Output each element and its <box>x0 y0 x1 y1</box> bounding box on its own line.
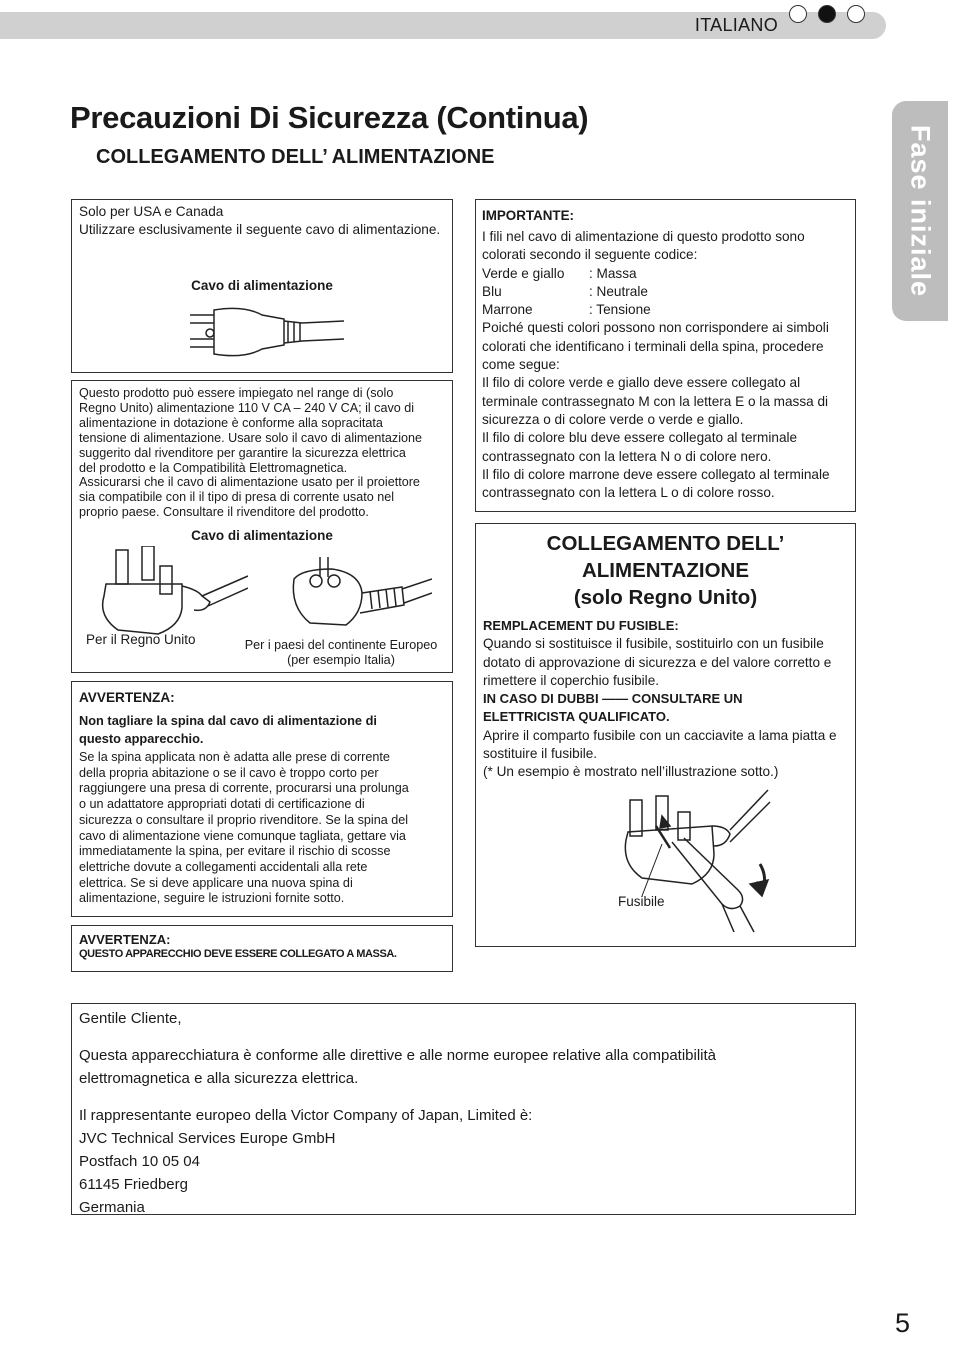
uk-title-line-1: COLLEGAMENTO DELL’ <box>546 532 785 555</box>
uk-power-box <box>475 523 856 947</box>
fuse-replacement-illustration <box>622 786 772 936</box>
usa-cable-caption: Cavo di alimentazione <box>191 278 333 293</box>
warning1-line-4: o un adattatore appropriati dotati di certificazione di <box>79 797 365 812</box>
doubt-line-1: IN CASO DI DUBBI —— CONSULTARE UN <box>483 691 743 707</box>
warning2-heading: AVVERTENZA: <box>79 932 171 947</box>
important-line-9: Il filo di colore marrone deve essere collegato al terminale <box>482 466 830 482</box>
section-title: COLLEGAMENTO DELL’ ALIMENTAZIONE <box>96 146 495 168</box>
usa-canada-box <box>71 199 453 373</box>
language-label: ITALIANO <box>694 15 778 35</box>
header-bar <box>0 12 886 39</box>
eu-plug-illustration <box>282 553 432 633</box>
label-europe <box>232 638 450 668</box>
uk-box-title <box>483 530 848 611</box>
warning1-line-6: cavo di alimentazione viene comunque tagliata, gettare via <box>79 828 406 843</box>
fuse-label: Fusibile <box>618 894 665 909</box>
customer-greeting: Gentile Cliente, <box>79 1010 182 1027</box>
indicator-dot-2-active <box>818 5 836 23</box>
fuse-replace-line-3: rimettere il coperchio fusibile. <box>483 672 660 688</box>
fuse-replace-line-2: dotato di approvazione di sicurezza e del valore corretto e <box>483 654 832 670</box>
important-line-1: Poiché questi colori possono non corrispondere ai simboli <box>482 320 829 336</box>
fuse-replace-line-1: Quando si sostituisce il fusibile, sostituirlo con un fusibile <box>483 636 824 652</box>
warning1-bold-2: questo apparecchio. <box>79 731 204 746</box>
warning2-text: QUESTO APPARECCHIO DEVE ESSERE COLLEGATO A MASSA. <box>79 948 397 960</box>
side-tab <box>892 101 948 321</box>
open-line-1: Aprire il comparto fusibile con un cacciavite a lama piatta e <box>483 727 837 743</box>
range-line-6: del prodotto e la Compatibilità Elettromagnetica. <box>79 460 348 475</box>
range-line-9: proprio paese. Consultare il rivenditore del prodotto. <box>79 505 369 520</box>
customer-para-1: Questa apparecchiatura è conforme alle direttive e alle norme europee relative alla compatibilità <box>79 1047 717 1064</box>
warning1-line-8: elettriche dovute a collegamenti accidentali alla rete <box>79 859 368 874</box>
uk-title-line-3: (solo Regno Unito) <box>573 586 758 609</box>
range-cable-caption: Cavo di alimentazione <box>191 528 333 543</box>
important-line-2: colorati che identificano i terminali della spina, procedere <box>482 338 824 354</box>
warning-box-1 <box>71 681 453 917</box>
voltage-range-box <box>71 380 453 673</box>
range-line-3: alimentazione in dotazione è conforme alla sopracitata <box>79 415 383 430</box>
usa-line-2: Utilizzare esclusivamente il seguente cavo di alimentazione. <box>79 222 441 238</box>
code-row-3 <box>482 301 849 319</box>
warning1-line-1: Se la spina applicata non è adatta alle prese di corrente <box>79 750 390 764</box>
fuse-replace-heading: REMPLACEMENT DU FUSIBLE: <box>483 618 679 633</box>
range-line-7: Assicurarsi che il cavo di alimentazione usato per il proiettore <box>79 475 420 490</box>
address-line-1: JVC Technical Services Europe GmbH <box>79 1130 336 1147</box>
customer-notice-box <box>71 1003 856 1215</box>
important-line-10: contrassegnato con la lettera L o di colore rosso. <box>482 485 775 501</box>
important-intro-2: colorati secondo il seguente codice: <box>482 247 698 263</box>
code-color-1: Verde e giallo <box>482 265 565 281</box>
range-line-8: sia compatibile con il il tipo di presa di corrente usato nel <box>79 490 395 505</box>
code-meaning-3: : Tensione <box>589 302 651 318</box>
important-line-7: Il filo di colore blu deve essere collegato al terminale <box>482 430 798 446</box>
important-line-8: contrassegnato con la lettera N o di colore nero. <box>482 448 772 464</box>
important-intro-1: I fili nel cavo di alimentazione di questo prodotto sono <box>482 229 805 244</box>
code-color-2: Blu <box>482 283 502 299</box>
indicator-dot-3 <box>847 5 865 23</box>
warning-box-2 <box>71 925 453 972</box>
label-uk: Per il Regno Unito <box>86 632 196 647</box>
page-title: Precauzioni Di Sicurezza (Continua) <box>70 100 589 135</box>
warning1-line-10: alimentazione, seguire le istruzioni fornite sotto. <box>79 891 345 906</box>
range-line-1: Questo prodotto può essere impiegato nel range di (solo <box>79 386 394 400</box>
warning1-line-2: della propria abitazione o se il cavo è troppo corto per <box>79 765 379 780</box>
code-row-1 <box>482 265 849 283</box>
warning1-heading: AVVERTENZA: <box>79 690 175 705</box>
code-row-2 <box>482 283 849 301</box>
warning1-line-5: sicurezza o consultare il proprio rivenditore. Se la spina del <box>79 812 409 827</box>
address-line-3: 61145 Friedberg <box>79 1176 188 1193</box>
open-line-2: sostituire il fusibile. <box>483 746 598 762</box>
range-line-5: suggerito dal rivenditore per garantire la sicurezza elettrica <box>79 445 406 460</box>
customer-para-2: elettromagnetica e alla sicurezza elettrica. <box>79 1070 359 1087</box>
important-line-6: sicurezza o di colore verde o verde e giallo. <box>482 411 744 427</box>
important-heading: IMPORTANTE: <box>482 208 574 223</box>
important-line-3: come segue: <box>482 357 560 373</box>
customer-representative: Il rappresentante europeo della Victor Company of Japan, Limited è: <box>79 1107 533 1124</box>
address-line-4: Germania <box>79 1199 145 1216</box>
code-meaning-1: : Massa <box>589 265 637 281</box>
uk-plug-illustration <box>98 546 248 636</box>
us-plug-illustration <box>184 305 344 361</box>
address-line-2: Postfach 10 05 04 <box>79 1153 200 1170</box>
warning1-bold-1: Non tagliare la spina dal cavo di alimentazione di <box>79 713 377 728</box>
warning1-line-9: elettrica. Se si deve applicare una nuova spina di <box>79 875 353 890</box>
usa-line-1: Solo per USA e Canada <box>79 204 224 219</box>
code-meaning-2: : Neutrale <box>589 283 648 299</box>
doubt-line-2: ELETTRICISTA QUALIFICATO. <box>483 709 670 725</box>
page-number: 5 <box>895 1308 911 1338</box>
warning1-line-3: raggiungere una presa di corrente, procurarsi una prolunga <box>79 781 409 796</box>
open-line-3: (* Un esempio è mostrato nell’illustrazione sotto.) <box>483 764 779 780</box>
range-line-4: tensione di alimentazione. Usare solo il cavo di alimentazione <box>79 430 423 445</box>
warning1-line-7: immediatamente la spina, per evitare il rischio di scosse <box>79 844 391 859</box>
range-line-2: Regno Unito) alimentazione 110 V CA – 240 V CA; il cavo di <box>79 400 415 415</box>
important-box <box>475 199 856 512</box>
side-tab-label: Fase iniziale <box>905 124 936 298</box>
code-color-3: Marrone <box>482 302 533 318</box>
uk-title-line-2: ALIMENTAZIONE <box>581 559 750 582</box>
label-europe-line-2: (per esempio Italia) <box>287 653 395 667</box>
indicator-dot-1 <box>789 5 807 23</box>
label-europe-line-1: Per i paesi del continente Europeo <box>244 638 438 652</box>
important-line-5: terminale contrassegnato M con la lettera E o la massa di <box>482 393 829 409</box>
important-line-4: Il filo di colore verde e giallo deve essere collegato al <box>482 375 801 391</box>
